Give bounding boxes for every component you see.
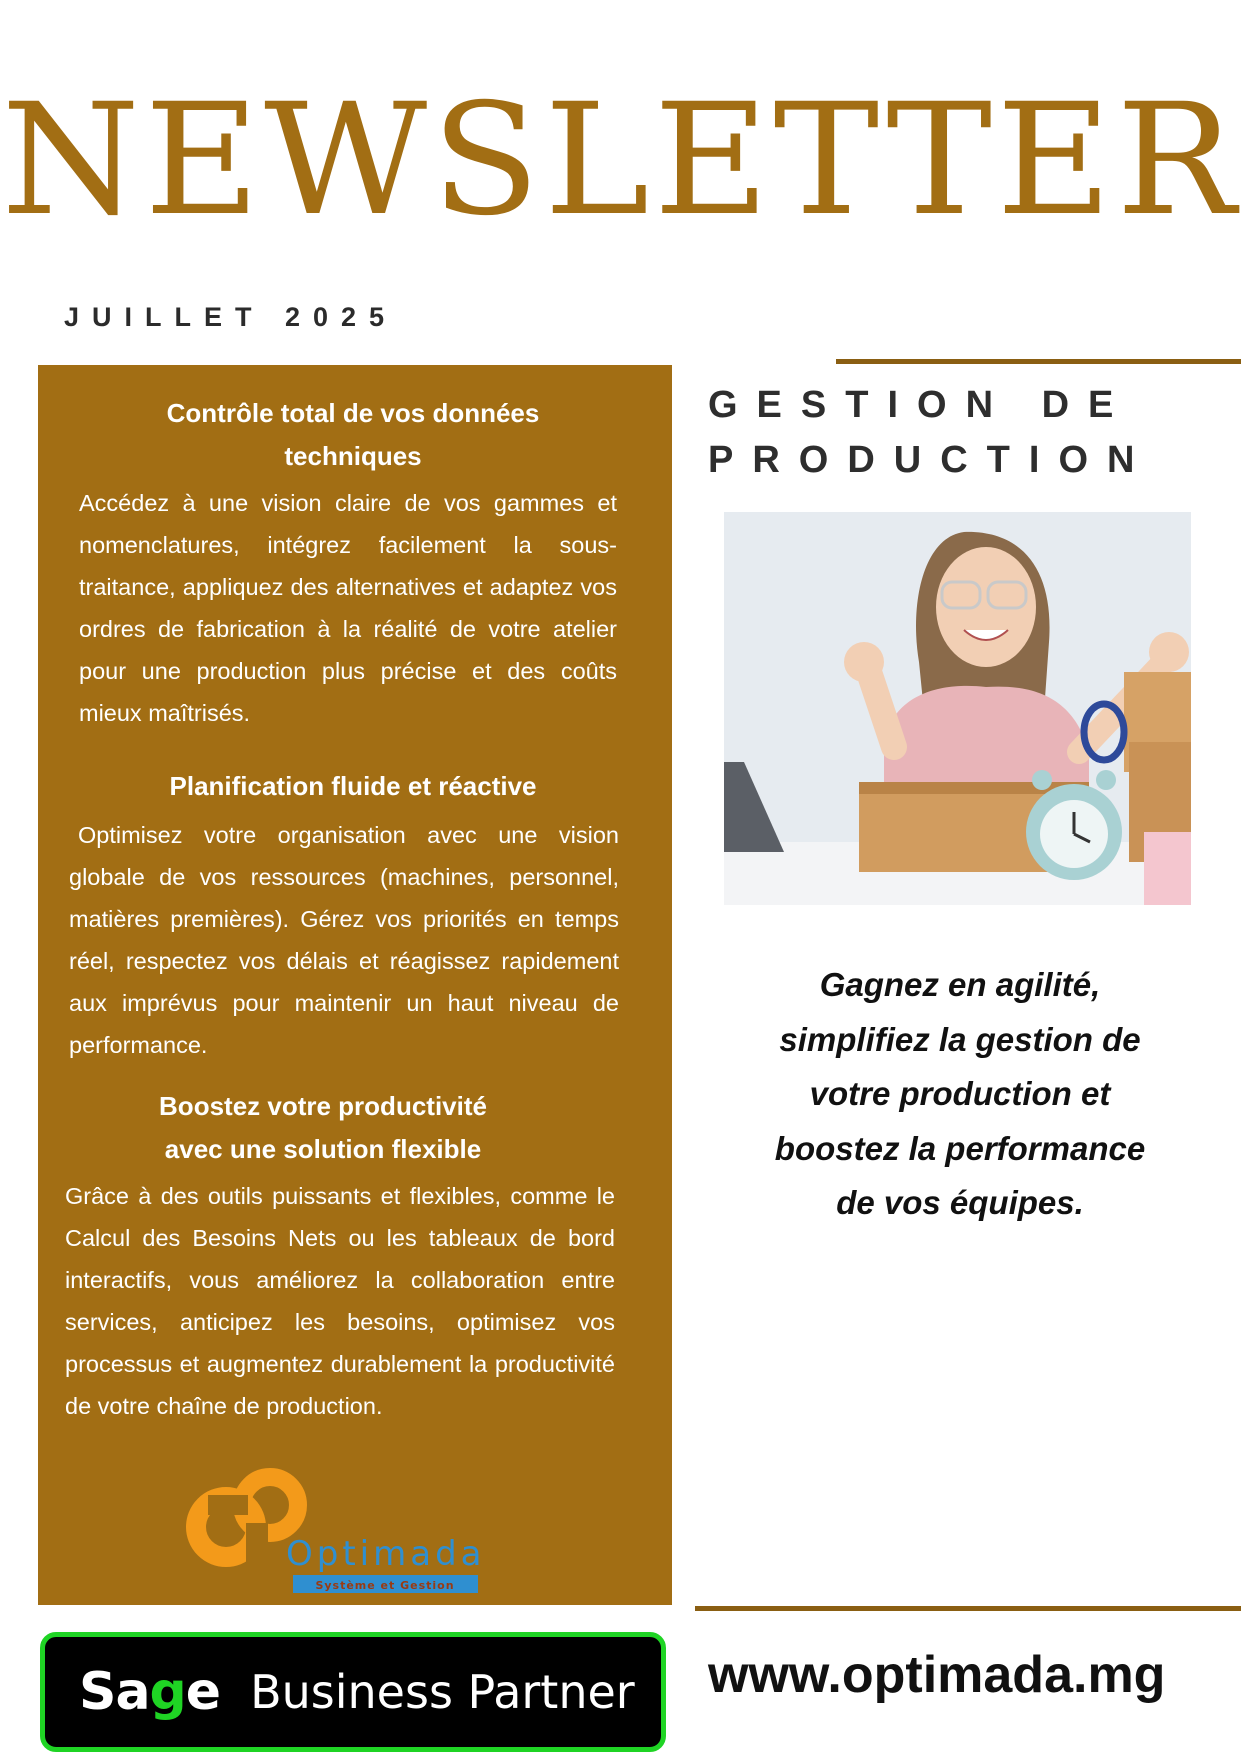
section-heading-line1: GESTION DE	[708, 384, 1133, 426]
section-3-title-line2: avec une solution flexible	[164, 1134, 482, 1164]
quote-line-4: boostez la performance	[774, 1129, 1146, 1167]
optimada-symbol-icon	[196, 1477, 298, 1583]
top-right-divider	[836, 359, 1241, 364]
section-1-title	[78, 392, 628, 478]
section-3-body: Grâce à des outils puissants et flexibles, comme le Calcul des Besoins Nets ou les tableaux de bord interactifs, vous améliorez la collaboration entre services, anticipez les besoins, optimisez vos processus et augmentez durablement la productivité de votre chaîne de production.	[65, 1183, 615, 1419]
section-3-title	[58, 1085, 638, 1171]
optimada-logo	[168, 1465, 498, 1595]
website-url: www.optimada.mg	[708, 1646, 1166, 1704]
section-2-body: Optimisez votre organisation avec une vision globale de vos ressources (machines, personnel, matières premières). Gérez vos priorités en temps réel, respectez vos délais et réagissez rapidement aux imprévus pour maintenir un haut niveau de performance.	[69, 822, 619, 1058]
section-1-title-line1: Contrôle total de vos données	[166, 398, 540, 428]
sage-business-partner-badge	[40, 1632, 666, 1752]
bottom-right-divider	[695, 1606, 1241, 1611]
optimada-logo-name: Optimada	[286, 1534, 486, 1574]
tagline-quote	[720, 958, 1200, 1231]
issue-date: JUILLET 2025	[64, 302, 398, 332]
section-1-title-line2: techniques	[284, 441, 422, 471]
quote-line-5: de vos équipes.	[836, 1184, 1084, 1221]
section-heading	[708, 378, 1153, 488]
optimada-logo-tagline: Système et Gestion	[315, 1579, 455, 1592]
quote-line-3: votre production et	[809, 1075, 1111, 1112]
section-3-title-line1: Boostez votre productivité	[159, 1091, 487, 1121]
section-1-body: Accédez à une vision claire de vos gammes et nomenclatures, intégrez facilement la sous-traitance, appliquez des alternatives et adaptez vos ordres de fabrication à la réalité de votre atelier pour une production plus précise et des coûts mieux maîtrisés.	[79, 490, 617, 726]
sage-logo: Sage	[79, 1662, 221, 1722]
section-2-title-line1: Planification fluide et réactive	[169, 771, 537, 801]
business-partner-label: Business Partner	[250, 1665, 635, 1719]
woman-celebrating-illustration	[724, 512, 1191, 905]
hero-photo	[724, 512, 1191, 905]
features-panel	[38, 365, 672, 1605]
section-heading-line2: PRODUCTION	[708, 439, 1154, 481]
section-2-title	[78, 765, 628, 808]
quote-line-1: Gagnez en agilité,	[819, 966, 1101, 1003]
newsletter-title: NEWSLETTER	[1, 71, 1240, 250]
quote-line-2: simplifiez la gestion de	[779, 1020, 1141, 1058]
